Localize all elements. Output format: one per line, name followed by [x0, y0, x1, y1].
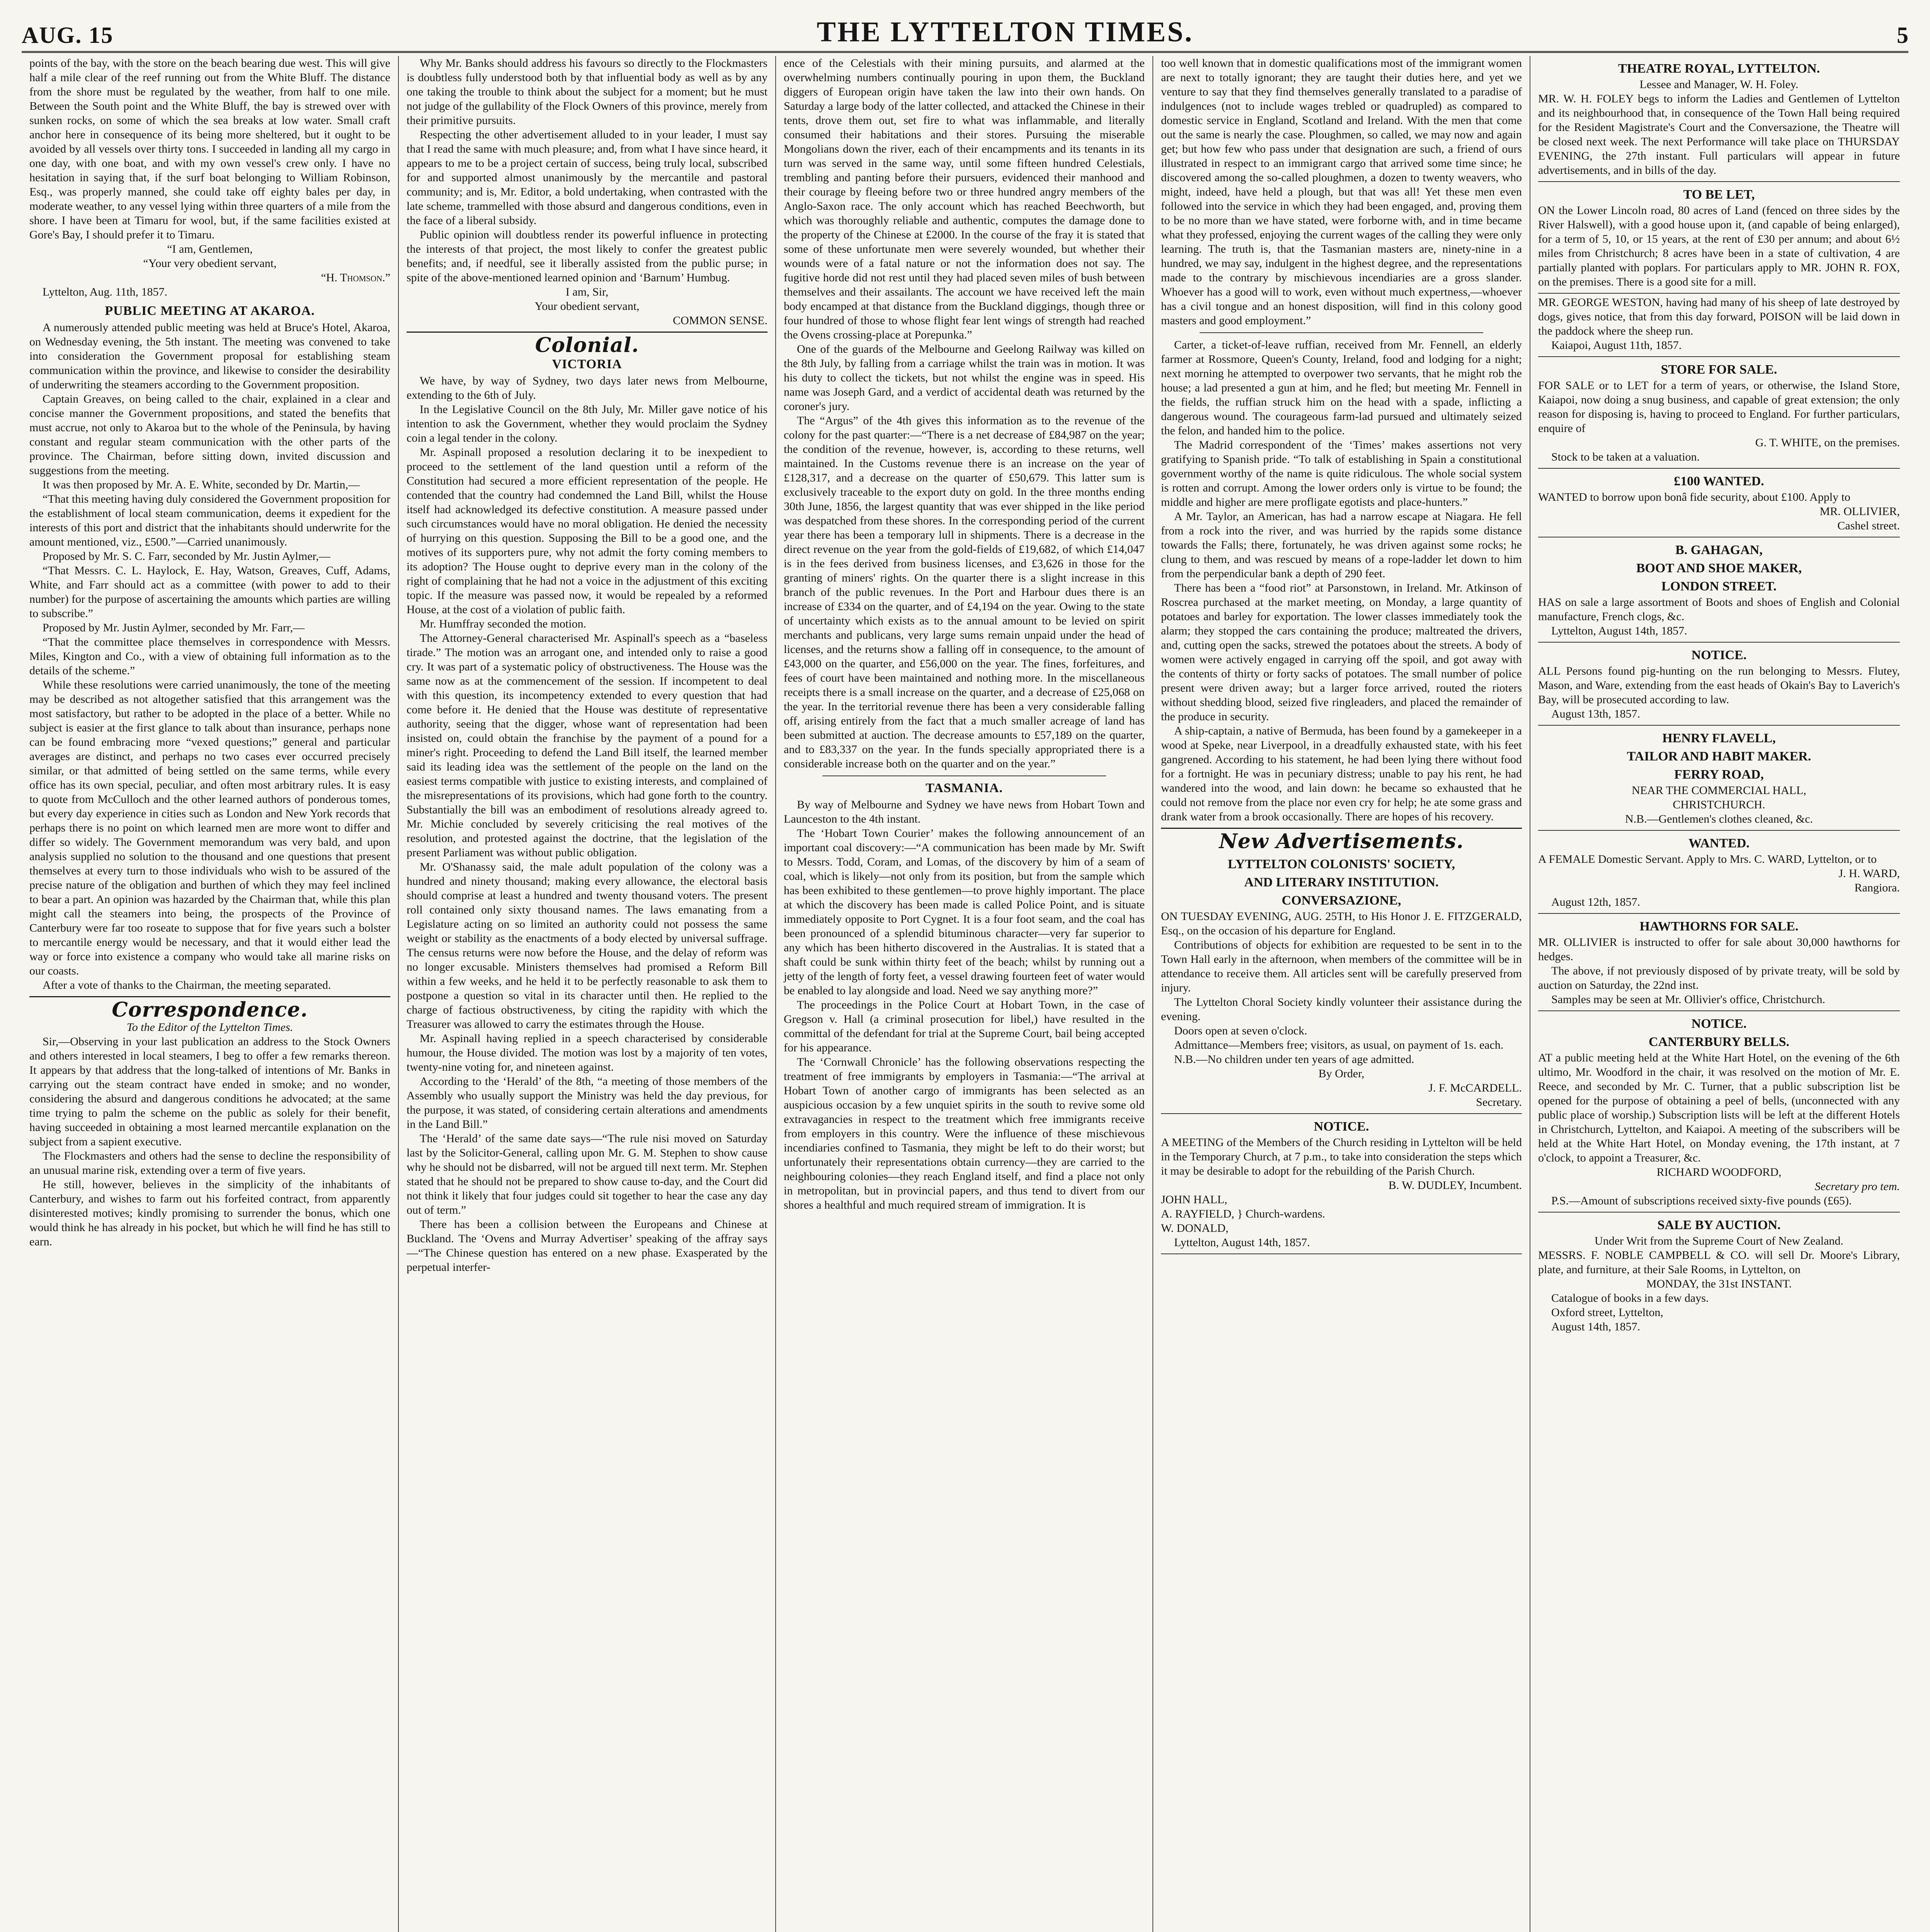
ad-text: The above, if not previously disposed of by private treaty, will be sold by auction on Saturday, the 22nd inst.	[1538, 964, 1900, 992]
ad-title: BOOT AND SHOE MAKER,	[1636, 561, 1802, 575]
letter-signature: COMMON SENSE.	[672, 314, 768, 327]
paragraph: The ‘Hobart Town Courier’ makes the following announcement of an important coal discovery:—“A communication has been made by Mr. Swift to Messrs. Todd, Coram, and Lomas, of the discovery by him of a seam of coal, which is likely—not only from its position, but from the sample which has been exhibited to these gentlemen—to prove highly important. The place at which the discovery has been made is called Police Point, and is situate immediately opposite to Port Cygnet. It is a four foot seam, and the coal has been pronounced of a splendid bituminous character—very far superior to any which has been hitherto discovered in the Australias. It is stated that a shaft could be sunk within thirty feet of the beach; whilst by running out a jetty of the length of forty feet, a vessel drawing fourteen feet of water would be enabled to lay alongside and load. Need we say anything more?”	[784, 827, 1145, 997]
paragraph: The proceedings in the Police Court at Hobart Town, in the case of Gregson v. Hall (a criminal prosecution for libel,) have resulted in the committal of the defendant for trial at the Supreme Court, bail being accepted for his appearance.	[784, 998, 1145, 1054]
ad-signature: G. T. WHITE, on the premises.	[1755, 436, 1900, 449]
paragraph: The ‘Herald’ of the same date says—“The rule nisi moved on Saturday last by the Solicitor-General, calling upon Mr. G. M. Stephen to show cause why he should not be disbarred, will not be argued till next term. Mr. Stephen stated that he should not be prepared to show cause to-day, and the Court did not think it likely that four judges could sit together to hear the case any day out of term.”	[407, 1132, 768, 1216]
letter-closing: I am, Sir,	[565, 286, 609, 298]
ad-signature: A. RAYFIELD, } Church-wardens.	[1161, 1208, 1325, 1220]
section-heading: Colonial.	[535, 333, 639, 357]
ad-title: LONDON STREET.	[1661, 579, 1777, 594]
paragraph: too well known that in domestic qualifications most of the immigrant women are next to totally ignorant; they are taught their duties here, and yet we venture to say that they find themselves generally translated to a paradise of indulgences (not to include wages trebled or quadrupled) as compared to domestic service in England, Scotland and Ireland. With the men that come out the same is nearly the case. Ploughmen, so called, we may now and again get; but how few who pass under that designation are such, a friend of ours illustrated in respect to an immigrant cargo that arrived some time since; he discovered among the so-called ploughmen, a dozen to twenty weavers, who might, indeed, have held a plough, but that was all! Yet these men even followed into the service in which they had been engaged, and, proving them to be no more than we have stated, were forborne with, and in time became what they professed, enjoying the current wages of the calling they were only learning. The truth is, that the Tasmanian masters are, ninety-nine in a hundred, we may say, indulgent in the highest degree, and the representations made to the contrary by mischievous incendiaries are a gross slander. Whoever has a good will to work, even without much expertness,—whoever has a civil tongue and an honest disposition, will find in this colony good masters and good employment.”	[1161, 57, 1522, 327]
ad-signature: MR. OLLIVIER,	[1819, 505, 1900, 518]
paragraph: It was then proposed by Mr. A. E. White, seconded by Dr. Martin,—	[43, 478, 360, 491]
ad-date: Lyttelton, August 14th, 1857.	[1551, 624, 1687, 637]
bells-notice	[1538, 1011, 1900, 1213]
ad-date: Lyttelton, August 14th, 1857.	[1174, 1236, 1310, 1249]
paragraph: Why Mr. Banks should address his favours so directly to the Flockmasters is doubtless fully understood both by that influential body as well as by any one taking the trouble to think about the subject for a moment; but he must not judge of the gullability of the Flock Owners of this province, merely from their primitive pursuits.	[407, 57, 768, 127]
ad-signature: W. DONALD,	[1161, 1222, 1229, 1235]
paragraph: ence of the Celestials with their mining pursuits, and alarmed at the overwhelming numbers continually pouring in upon them, the Buckland diggers of European origin have taken the law into their own hands. On Saturday a large body of the latter collected, and attacked the Chinese in their tents, drove them out, set fire to what was inflammable, and literally consumed their habitations and their stores. Pursuing the miserable Mongolians down the river, each of their encampments and its tenants in its turn was served in the same way, until some fifteen hundred Celestials, trembling and panting before their pursuers, evidenced their manhood and their courage by fleeing before two or three hundred angry members of the Anglo-Saxon race. The only account which has reached Beechworth, but which was thoroughly reliable and authentic, computes the damage done to the property of the Chinese at £2000. In the course of the fray it is stated that some of these unfortunate men were severely wounded, but whether their wounds were of a fatal nature or not the information does not say. The fugitive horde did not rest until they had placed seven miles of bush between themselves and their assailants. The account we have received left the main body encamped at that distance from the Buckland diggings, though three or four hundred of those to whose flight fear lent wings of strength had reached the Ovens crossing-place at Porepunka.”	[784, 57, 1145, 341]
ad-title: CANTERBURY BELLS.	[1648, 1035, 1790, 1049]
ad-signature: JOHN HALL,	[1161, 1193, 1227, 1206]
paragraph: The Flockmasters and others had the sense to decline the responsibility of an unusual marine risk, extending over a term of five years.	[29, 1150, 390, 1177]
letter-dateline: Lyttelton, Aug. 11th, 1857.	[43, 286, 168, 298]
ad-text: A FEMALE Domestic Servant. Apply to Mrs. C. WARD, Lyttelton, or to	[1538, 853, 1877, 866]
ad-text: HAS on sale a large assortment of Boots and shoes of English and Colonial manufacture, French clogs, &c.	[1538, 596, 1900, 623]
ad-title: LYTTELTON COLONISTS' SOCIETY,	[1227, 857, 1455, 871]
ad-date: August 12th, 1857.	[1551, 896, 1641, 908]
ad-title: CONVERSAZIONE,	[1282, 893, 1401, 908]
column-2	[399, 56, 776, 1932]
auction-advertisement	[1538, 1213, 1900, 1338]
ad-text: MR. GEORGE WESTON, having had many of his sheep of late destroyed by dogs, gives notice, that from this day forward, POISON will be laid down in the paddock where the sheep run.	[1538, 296, 1900, 337]
column-3	[776, 56, 1153, 1932]
ad-signature: J. F. McCARDELL.	[1428, 1082, 1522, 1094]
ad-title: TO BE LET,	[1683, 187, 1755, 202]
ad-title: NOTICE.	[1691, 648, 1747, 662]
ad-signature: Secretary pro tem.	[1814, 1180, 1900, 1193]
ad-text: ALL Persons found pig-hunting on the run belonging to Messrs. Flutey, Mason, and Ware, extending from the east heads of Okain's Bay to Laverich's Bay, will be prosecuted according to law.	[1538, 665, 1900, 706]
ad-title: SALE BY AUCTION.	[1657, 1218, 1781, 1232]
ad-signature: Secretary.	[1476, 1096, 1522, 1109]
letter-continuation: points of the bay, with the store on the beach bearing due west. This will give half a mile clear of the reef running out from the White Bluff. The distance from the shore must be regulated by the weather, from half to one mile. Between the South point and the White Bluff, the bay is strewed over with sunken rocks, on some of which the sea breaks at low water. Small craft anchor here in consequence of its being more sheltered, but it ought to be avoided by all vessels over thirty tons. I succeeded in landing all my cargo in one day, with one boat, and with my own vessel's crew only. I have no hesitation in saying that, if the surf boat belonging to William Robinson, Esq., was properly manned, she could take off eighty bales per day, in moderate weather, to any vessel lying within three quarters of a mile from the shore. I have been at Timaru for wool, but, if the same facilities existed at Gore's Bay, I should prefer it to Timaru.	[29, 57, 390, 241]
paragraph: Mr. Aspinall proposed a resolution declaring it to be inexpedient to proceed to the settlement of the land question until a reform of the Constitution had secured a more efficient representation of the people. He contended that the country had condemned the Land Bill, whilst the House itself had acknowledged its defective constitution. A measure passed under such circumstances would have no moral obligation. He denied the necessity of hurrying on this question. Supposing the Bill to be a good one, and the motives of its supporters pure, why not admit the forty coming members to its adoption? The House ought to deprive every man in the colony of the right of complaining that he had not a voice in the adjustment of this exciting topic. If the measure was passed now, it would be repealed by a reformed House, at the cost of a violation of public faith.	[407, 446, 768, 616]
paragraph: “That the committee place themselves in correspondence with Messrs. Miles, Kington and Co., with a view of obtaining full information as to the details of the scheme.”	[29, 636, 390, 677]
hawthorns-advertisement	[1538, 914, 1900, 1011]
paragraph: A numerously attended public meeting was held at Bruce's Hotel, Akaroa, on Wednesday evening, the 5th instant. The meeting was convened to take into consideration the Government proposal for establishing steam communication within the province, and likewise to consider the desirability of underwriting the steamers according to the Government proposition.	[29, 321, 390, 391]
section-heading: VICTORIA	[552, 357, 622, 371]
paragraph: The ‘Cornwall Chronicle’ has the following observations respecting the treatment of free immigrants by employers in Tasmania:—“The arrival at Hobart Town of another cargo of immigrants has been selected as an auspicious occasion by a few unquiet spirits in the south to revive some old extravagancies in respect to the treatment which free immigrants receive from employers in this country. Were the influence of these mischievous incendiaries confined to Tasmania, they might be left to do their worst; but unfortunately their representations obtain currency—they are carried to the neighbouring colonies—they reach England itself, and find a place not only in metropolitan, but in provincial papers, and thus tend to divert from our shores a healthful and much required stream of immigration. It is	[784, 1056, 1145, 1211]
ad-text: Admittance—Members free; visitors, as usual, on payment of 1s. each.	[1174, 1039, 1504, 1051]
ad-subtitle: CHRISTCHURCH.	[1673, 798, 1765, 811]
paragraph: The Attorney-General characterised Mr. Aspinall's speech as a “baseless tirade.” The motion was an arrogant one, and intended only to raise a good cry. It was part of a systematic policy of obstructiveness. The House was the same now as at the commencement of the session. If incompetent to deal with this question, its incompetency extended to every question that had come before it. He denied that the House was destitute of representative authority, seeing that the digger, whose want of representation had been insisted on, could obtain the franchise by the payment of a pound for a miner's right. Proceeding to defend the Land Bill itself, the learned member said its leading idea was the settlement of the people on the land on the easiest terms compatible with justice to existing interests, and complained of the misrepresentations of its provisions, which had gone forth to the country. Substantially the bill was an embodiment of resolutions already agreed to. Mr. Michie concluded by severely criticising the real motives of the resolution, and protested against the doctrine, that the legislation of the present Parliament was without public obligation.	[407, 632, 768, 859]
ad-title: THEATRE ROYAL, LYTTELTON.	[1618, 61, 1820, 76]
columns	[22, 56, 1908, 1932]
ad-signature: Cashel street.	[1837, 519, 1900, 532]
divider	[1161, 828, 1522, 829]
divider	[407, 332, 768, 333]
ad-text: ON the Lower Lincoln road, 80 acres of Land (fenced on three sides by the River Halswell), with a good house upon it, (and capable of being enlarged), for a term of 5, 10, or 15 years, at the rent of £30 per annum; and about 6½ miles from Christchurch; 8 acres have been in a state of cultivation, 4 are partially planted with poplars. For particulars apply to MR. JOHN R. FOX, on the premises. There is a good site for a mill.	[1538, 204, 1900, 288]
ad-subtitle: Under Writ from the Supreme Court of New Zealand.	[1595, 1235, 1843, 1247]
ad-text: Stock to be taken at a valuation.	[1551, 451, 1700, 463]
ad-text: Doors open at seven o'clock.	[1174, 1024, 1307, 1037]
ad-text: ON TUESDAY EVENING, AUG. 25TH, to His Honor J. E. FITZGERALD, Esq., on the occasion of his departure for England.	[1161, 910, 1522, 937]
paragraph: By way of Melbourne and Sydney we have news from Hobart Town and Launceston to the 4th instant.	[784, 798, 1145, 825]
ad-text: P.S.—Amount of subscriptions received sixty-five pounds (£65).	[1551, 1194, 1852, 1207]
ad-text: Samples may be seen at Mr. Ollivier's office, Christchurch.	[1551, 993, 1825, 1006]
ad-title: AND LITERARY INSTITUTION.	[1244, 875, 1439, 889]
ad-title: STORE FOR SALE.	[1661, 362, 1777, 377]
flavell-advertisement	[1538, 726, 1900, 831]
paragraph: Proposed by Mr. S. C. Farr, seconded by Mr. Justin Aylmer,—	[43, 550, 330, 563]
servant-wanted-advertisement	[1538, 831, 1900, 914]
paragraph: While these resolutions were carried unanimously, the tone of the meeting may be described as not altogether satisfied that this arrangement was the most satisfactory, but rather to be adopted in the place of a better. While no subject is easier at the first glance to talk about than insurance, perhaps none can be found embracing more “vexed questions;” general and particular averages are distinct, and perhaps no two cases ever occurred precisely similar, or that admitted of being settled on the same terms, while every office has its own special, peculiar, and often most arbitrary rules. It is easy to quote from McCulloch and the other learned authors of ponderous tomes, but every day experience in cities such as London and New York records that perhaps there is no point on which learned men are more wont to differ and differ so widely. The Government memorandum was very bald, and upon analysis supplied no solution to the thousand and one questions that present themselves at every turn to those individuals who wish to be assured of the precise nature of the obligation and burthen of which they may feel inclined to bear a part. An opinion was hazarded by the Chairman that, while this plan might call the steamers into being, the prospects of the Province of Canterbury were far too roseate to suppose that for five years such a bolster to mercantile energy would be necessary, and that it would either lead the way or force into existence a company who would take all marine risks on our coasts.	[29, 679, 390, 977]
ad-title: TAILOR AND HABIT MAKER.	[1627, 749, 1811, 764]
ad-text: A MEETING of the Members of the Church residing in Lyttelton will be held in the Temporary Church, at 7 p.m., to take into consideration the steps which it may be desirable to adopt for the rebuilding of the Parish Church.	[1161, 1136, 1522, 1177]
section-heading: New Advertisements.	[1219, 830, 1464, 853]
ad-subtitle: NEAR THE COMMERCIAL HALL,	[1632, 784, 1806, 797]
paragraph: Mr. O'Shanassy said, the male adult population of the colony was a hundred and ninety thousand; making every allowance, the electoral basis should comprise at least a hundred and twenty thousand voters. The present roll contained only sixty thousand names. The laws emanating from a Legislature acting on so limited an authority could not possess the same weight or stability as the enactments of a body elected by universal suffrage. The census returns were now before the House, and the delay of reform was no longer excusable. Ministers themselves had promised a Reform Bill within a few weeks, and he held it to be perfectly reasonable to ask them to postpone a question so vital in its character until then. He replied to the charge of factious obstructiveness, by citing the rapidity with which the Treasurer was allowed to carry the estimates through the House.	[407, 861, 768, 1031]
ad-signature: Rangiora.	[1854, 881, 1900, 894]
column-4	[1153, 56, 1530, 1932]
paragraph: Public opinion will doubtless render its powerful influence in protecting the interests of that project, the most likely to confer the greatest public benefits; and, if needful, see it liberally assisted from the public purse; in spite of the above-mentioned learned opinion and ‘Barnum’ Humbug.	[407, 228, 768, 284]
ad-signature: RICHARD WOODFORD,	[1656, 1166, 1782, 1179]
ad-title: WANTED.	[1688, 836, 1750, 850]
paragraph: One of the guards of the Melbourne and Geelong Railway was killed on the 8th July, by falling from a carriage whilst the train was in motion. It was his duty to collect the tickets, but not whilst the engine was in speed. His name was Joseph Gard, and a verdict of accidental death was returned by the coroner's jury.	[784, 343, 1145, 413]
ad-signature: B. W. DUDLEY, Incumbent.	[1388, 1179, 1522, 1192]
ad-title: £100 WANTED.	[1674, 474, 1764, 488]
ad-text: Catalogue of books in a few days.	[1551, 1292, 1709, 1304]
section-heading: PUBLIC MEETING AT AKAROA.	[105, 304, 315, 318]
ad-text: MR. W. H. FOLEY begs to inform the Ladies and Gentlemen of Lyttelton and its neighbourhood that, in consequence of the Town Hall being required for the Resident Magistrate's Court and the Conversazione, the Theatre will be closed next week. The next Performance will take place on THURSDAY EVENING, the 27th instant. Full particulars will appear in future advertisements, and in bills of the day.	[1538, 92, 1900, 177]
gahagan-advertisement	[1538, 537, 1900, 643]
ad-title: NOTICE.	[1314, 1119, 1369, 1134]
paragraph: There has been a “food riot” at Parsonstown, in Ireland. Mr. Atkinson of Roscrea purchased at the market meeting, on Monday, a large quantity of potatoes and barley for exportation. The lower classes immediately took the alarm; they stopped the cars containing the produce; maltreated the drivers, and, cutting open the sacks, strewed the potatoes about the streets. A body of women were actively engaged in carrying off the spoil, and got away with the contents of thirty or forty sacks of potatoes. The small number of police present were driven away; but a larger force arrived, routed the rioters without shedding blood, seized five ringleaders, and placed the remainder of the produce in security.	[1161, 582, 1522, 723]
ad-subtitle: Lessee and Manager, W. H. Foley.	[1639, 78, 1799, 91]
ad-text: Oxford street, Lyttelton,	[1551, 1306, 1663, 1319]
letter-signature: “H. Thomson.”	[321, 271, 390, 284]
ad-date: August 14th, 1857.	[1551, 1320, 1641, 1333]
store-advertisement	[1538, 357, 1900, 469]
column-1	[22, 56, 399, 1932]
paragraph: Mr. Humffray seconded the motion.	[420, 617, 587, 630]
paragraph: “That this meeting having duly considered the Government proposition for the establishment of local steam communication, deems it expedient for the interests of this port and district that the inhabitants should underwrite for the amount mentioned, viz., £500.”—Carried unanimously.	[29, 493, 390, 548]
ad-signature: By Order,	[1318, 1067, 1365, 1080]
ad-title: NOTICE.	[1691, 1017, 1747, 1031]
to-let-advertisement	[1538, 182, 1900, 294]
ad-text: MR. OLLIVIER is instructed to offer for sale about 30,000 hawthorns for hedges.	[1538, 936, 1900, 963]
ad-text: AT a public meeting held at the White Hart Hotel, on the evening of the 6th ultimo, Mr. Woodford in the chair, it was resolved on the motion of Mr. E. Reece, and seconded by Mr. C. Turner, that a public subscription list be opened for the purpose of obtaining a peel of bells, (unconnected with any public place of worship.) Subscription lists will be left at the different Hotels in Christchurch, Lyttelton, and Kaiapoi. A meeting of the subscribers will be held at the White Hart Hotel, on Monday evening, the 17th instant, at 7 o'clock, to appoint a Treasurer, &c.	[1538, 1051, 1900, 1164]
column-5	[1530, 56, 1908, 1932]
paragraph: “That Messrs. C. L. Haylock, E. Hay, Watson, Greaves, Cuff, Adams, White, and Farr should act as a committee (with power to add to their number) for the purpose of ascertaining the amounts which parties are willing to subscribe.”	[29, 564, 390, 620]
letter-closing: “Your very obedient servant,	[143, 257, 277, 270]
paragraph: A ship-captain, a native of Bermuda, has been found by a gamekeeper in a wood at Speke, near Liverpool, in a dreadfully exhausted state, with his feet gangrened. According to his statement, he had been lying there without food for a fortnight. He was in pecuniary distress; unable to pay his rent, he had wandered into the wood, and lain down: he became so exhausted that he could not remove from the place nor even cry for help; he ate some grass and drank water from a brook occasionally. There are hopes of his recovery.	[1161, 724, 1522, 823]
ad-date: August 13th, 1857.	[1551, 707, 1641, 720]
ad-text: N.B.—No children under ten years of age admitted.	[1174, 1053, 1414, 1066]
society-advertisement	[1161, 852, 1522, 1114]
divider	[1200, 332, 1483, 333]
section-heading: Correspondence.	[112, 998, 308, 1022]
ad-text: MONDAY, the 31st INSTANT.	[1646, 1277, 1792, 1290]
pig-hunting-notice	[1538, 643, 1900, 726]
ad-date: Kaiapoi, August 11th, 1857.	[1551, 339, 1682, 352]
ad-text: N.B.—Gentlemen's clothes cleaned, &c.	[1625, 813, 1813, 825]
ad-title: FERRY ROAD,	[1674, 767, 1764, 782]
letter-closing: Your obedient servant,	[534, 300, 640, 313]
paragraph: The Madrid correspondent of the ‘Times’ makes assertions not very gratifying to Spanish pride. “To talk of establishing in Spain a constitutional government worthy of the name is quite ridiculous. The whole social system is rotten and corrupt. Among the lower orders only is virtue to be found; the middle and higher are mere profligate egotists and place-hunters.”	[1161, 439, 1522, 509]
issue-date: AUG. 15	[22, 22, 114, 48]
paragraph: Respecting the other advertisement alluded to in your leader, I must say that I read the same with much pleasure; and, from what I have since heard, it appears to me to be a project certain of success, being truly local, subscribed for and supported almost unanimously by the mercantile and pastoral community; and is, Mr. Editor, a bold undertaking, when contrasted with the late scheme, trammelled with those absurd and dangerous conditions, even in the face of a liberal subsidy.	[407, 128, 768, 227]
paragraph: According to the ‘Herald’ of the 8th, “a meeting of those members of the Assembly who usually support the Ministry was held the day previous, for the purpose, it was stated, of considering certain alterations and amendments in the Land Bill.”	[407, 1075, 768, 1131]
paragraph: Carter, a ticket-of-leave ruffian, received from Mr. Fennell, an elderly farmer at Rossmore, Queen's County, Ireland, food and lodging for a night; next morning he attempted to overpower two servants, that he might rob the house; a lad presented a gun at him, and he fled; but meeting Mr. Fennell in the fields, the ruffian struck him on the head with a spade, inflicting a dangerous wound. The courageous farm-lad pursued and ultimately seized the felon, and handed him to the police.	[1161, 338, 1522, 437]
theatre-advertisement	[1538, 56, 1900, 182]
ad-title: B. GAHAGAN,	[1675, 543, 1763, 557]
paragraph: In the Legislative Council on the 8th July, Mr. Miller gave notice of his intention to ask the Government, whether they would proclaim the Sydney coin a legal tender in the colony.	[407, 403, 768, 444]
paragraph: Captain Greaves, on being called to the chair, explained in a clear and concise manner the Government propositions, and stated the benefits that must accrue, not only to Akaroa but to the whole of the Peninsula, by having constant and regular steam communication with the other parts of the province. The Chairman, before sitting down, invited discussion and suggestions from the meeting.	[29, 393, 390, 477]
loan-wanted-advertisement	[1538, 469, 1900, 537]
paragraph: Mr. Aspinall having replied in a speech characterised by considerable humour, the House divided. The motion was lost by a majority of ten votes, twenty-nine voting for, and nineteen against.	[407, 1032, 768, 1073]
subheading: To the Editor of the Lyttelton Times.	[126, 1021, 293, 1034]
ad-text: MESSRS. F. NOBLE CAMPBELL & CO. will sell Dr. Moore's Library, plate, and furniture, at their Sale Rooms, in Lyttelton, on	[1538, 1249, 1900, 1276]
ad-text: Contributions of objects for exhibition are requested to be sent in to the Town Hall early in the afternoon, when members of the committee will be in attendance to receive them. All articles sent will be carefully preserved from injury.	[1161, 939, 1522, 994]
page-number: 5	[1897, 22, 1908, 48]
weston-notice	[1538, 294, 1900, 357]
newspaper-title: THE LYTTELTON TIMES.	[817, 16, 1193, 48]
masthead	[22, 15, 1908, 53]
ad-title: HENRY FLAVELL,	[1662, 731, 1776, 745]
ad-text: The Lyttelton Choral Society kindly volunteer their assistance during the evening.	[1161, 996, 1522, 1023]
section-heading: TASMANIA.	[925, 781, 1003, 795]
paragraph: A Mr. Taylor, an American, has had a narrow escape at Niagara. He fell from a rock into the river, and was hurried by the rapids some distance towards the Falls; there, fortunately, he was driven against some rocks; he clung to them, and was rescued by means of a rope-ladder let down to him from the perpendicular bank a depth of 290 feet.	[1161, 510, 1522, 580]
ad-title: HAWTHORNS FOR SALE.	[1639, 919, 1799, 934]
paragraph: He still, however, believes in the simplicity of the inhabitants of Canterbury, and wishes to farm out his forfeited contract, from apparently disinterested motives; kindly promising to surrender the bonus, which one would think he has already in his pocket, but which he will find he has still to earn.	[29, 1178, 390, 1248]
divider	[29, 996, 390, 997]
ad-text: WANTED to borrow upon bonâ fide security, about £100. Apply to	[1538, 491, 1850, 503]
ad-signature: J. H. WARD,	[1838, 867, 1900, 880]
paragraph: After a vote of thanks to the Chairman, the meeting separated.	[43, 979, 331, 992]
paragraph: Proposed by Mr. Justin Aylmer, seconded by Mr. Farr,—	[43, 621, 305, 634]
paragraph: There has been a collision between the Europeans and Chinese at Buckland. The ‘Ovens and Murray Advertiser’ speaking of the affray says —“The Chinese question has entered on a new phase. Exasperated by the perpetual interfer-	[407, 1218, 768, 1274]
paragraph: The “Argus” of the 4th gives this information as to the revenue of the colony for the past quarter:—“There is a net decrease of £84,987 on the year; the condition of the revenue, however, is, according to these returns, well maintained. In the Customs revenue there is an increase on the year of £128,317, and a decrease on the quarter of £50,679. This latter sum is exclusively traceable to the export duty on gold. In the three months ending 30th June, 1856, the largest quantity that was ever shipped in the like period was despatched from these shores. In the corresponding period of the current year there has been a temporary lull in shipments. There is a decrease in the direct revenue on the year from the gold-fields of £19,682, of which £14,047 is in the fees derived from business licenses, and £3,626 in those for the granting of miners' rights. On the quarter there is a slight increase in this branch of the public revenues. In the Port and Harbour dues there is an increase of £334 on the quarter, and of £4,194 on the year. Owing to the state of uncertainty which exists as to the annual amount to be levied on spirit merchants and publicans, very large sums remain unpaid under the head of licenses, and the returns show a falling off in consequence, to the amount of £43,000 on the quarter, and £56,000 on the year. The fines, forfeitures, and fees of court have been maintained and nothing more. In the miscellaneous receipts there is a small increase on the quarter, and a decrease of £25,068 on the year. In the territorial revenue there has been a very considerable falling off, arising entirely from the fact that a much smaller acreage of land has been submitted at auction. The decrease amounts to £57,189 on the quarter, and to £83,337 on the year. In the funds specially appropriated there is a considerable increase both on the quarter and on the year.”	[784, 414, 1145, 770]
ad-text: FOR SALE or to LET for a term of years, or otherwise, the Island Store, Kaiapoi, now doing a snug business, and capable of great extension; the only reason for disposing is, having to proceed to England. For further particulars, enquire of	[1538, 379, 1900, 435]
paragraph: Sir,—Observing in your last publication an address to the Stock Owners and others interested in local steamers, I beg to offer a few remarks thereon. It appears by that address that the long-talked of intentions of Mr. Banks in carrying out the steam contract have ended in smoke; and no wonder, considering the absurd and dangerous conditions he advocated; at the same time trying to palm the scheme on the public as solely for their benefit, having succeeded in obtaining a most learned mercantile explanation on the subject from a sapient executive.	[29, 1035, 390, 1148]
paragraph: We have, by way of Sydney, two days later news from Melbourne, extending to the 6th of July.	[407, 374, 768, 401]
letter-closing: “I am, Gentlemen,	[167, 243, 253, 255]
church-notice	[1161, 1114, 1522, 1254]
